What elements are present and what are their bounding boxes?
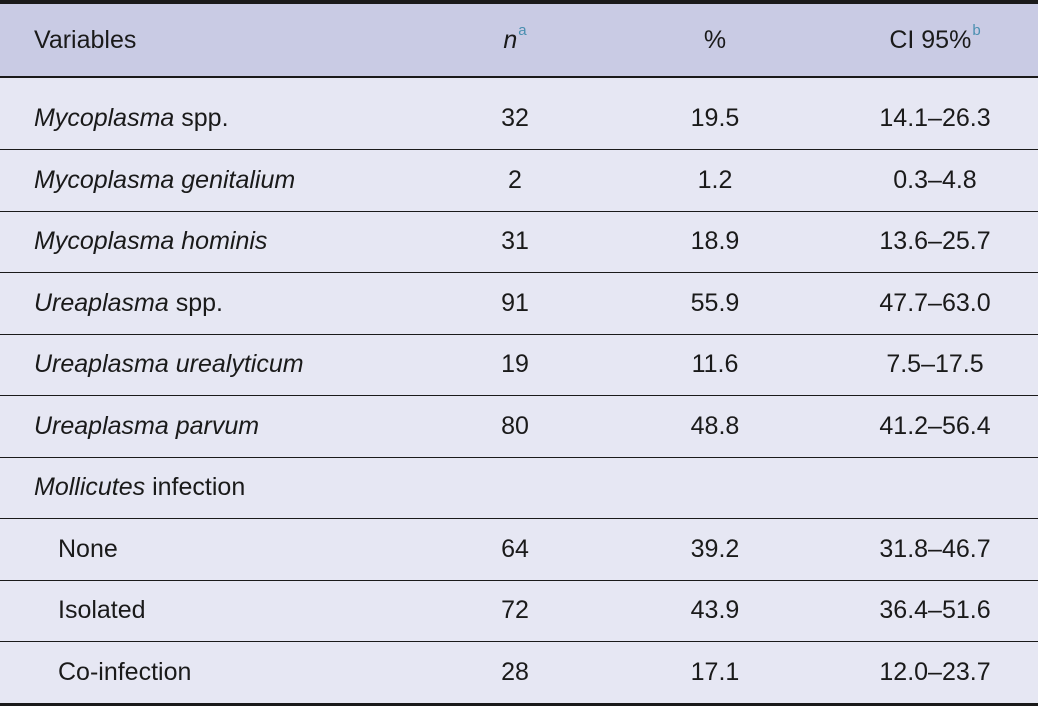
- row-variable: [34, 88, 229, 149]
- header-variables-label: Variables: [34, 25, 137, 54]
- row-n: 80: [501, 411, 529, 440]
- row-variable-italic: Ureaplasma parvum: [34, 411, 260, 440]
- row-n: 72: [501, 596, 529, 624]
- table-row: [0, 396, 1038, 458]
- row-ci: 47.7–63.0: [879, 288, 991, 317]
- row-variable: [58, 642, 191, 703]
- row-ci: 41.2–56.4: [879, 411, 991, 440]
- row-variable: [58, 580, 146, 641]
- row-ci: [830, 457, 1040, 518]
- row-percent: 17.1: [690, 657, 740, 686]
- row-n: 19: [501, 350, 529, 378]
- row-variable-text: infection: [145, 473, 246, 501]
- row-variable-text: Co-infection: [58, 657, 192, 686]
- header-percent: [620, 4, 810, 76]
- row-variable-text: spp.: [174, 104, 229, 132]
- table-row: [0, 273, 1038, 335]
- row-n: 31: [501, 227, 529, 255]
- row-variable-italic: Mycoplasma genitalium: [34, 165, 296, 194]
- row-variable-italic: Ureaplasma: [34, 288, 169, 317]
- row-percent: [620, 457, 810, 518]
- row-ci: 36.4–51.6: [879, 596, 991, 624]
- row-variable: [34, 211, 267, 272]
- row-percent: 55.9: [690, 288, 740, 317]
- row-variable-text: spp.: [168, 288, 223, 317]
- header-n: [420, 4, 610, 76]
- row-n: 2: [508, 165, 522, 194]
- row-variable-italic: Mollicutes: [34, 473, 146, 501]
- table-header-row: [0, 4, 1038, 78]
- row-variable: [34, 334, 304, 395]
- footnote-a-marker[interactable]: a: [518, 21, 527, 39]
- row-n: [420, 457, 610, 518]
- table-row: [0, 457, 1038, 519]
- row-percent: 43.9: [690, 596, 740, 624]
- row-variable: [34, 150, 295, 211]
- table-row: [0, 211, 1038, 273]
- row-percent: 1.2: [697, 165, 733, 194]
- row-variable-italic: Mycoplasma: [34, 104, 175, 132]
- row-ci: 31.8–46.7: [879, 534, 991, 563]
- table-row: [0, 150, 1038, 212]
- row-variable: [34, 457, 245, 518]
- row-variable-italic: Ureaplasma urealyticum: [34, 350, 304, 378]
- table-row: [0, 334, 1038, 396]
- row-n: 91: [501, 288, 529, 317]
- row-variable: [34, 273, 223, 334]
- header-ci-label: CI 95%: [889, 25, 972, 54]
- row-n: 32: [501, 104, 529, 132]
- row-ci: 14.1–26.3: [879, 104, 991, 132]
- row-percent: 39.2: [690, 534, 740, 563]
- row-variable-text: None: [58, 534, 118, 563]
- table-row: [0, 519, 1038, 581]
- row-variable: [58, 519, 118, 580]
- footnote-b-marker[interactable]: b: [972, 21, 981, 39]
- row-ci: 7.5–17.5: [886, 350, 984, 378]
- row-percent: 18.9: [690, 227, 740, 255]
- header-variables: [34, 4, 136, 76]
- row-variable-text: Isolated: [58, 596, 146, 624]
- row-n: 28: [501, 657, 529, 686]
- row-n: 64: [501, 534, 529, 563]
- row-ci: 0.3–4.8: [893, 165, 977, 194]
- row-variable: [34, 396, 259, 457]
- row-variable-italic: Mycoplasma hominis: [34, 227, 268, 255]
- table-row: [0, 580, 1038, 642]
- table-row: [0, 642, 1038, 706]
- table-row: [0, 88, 1038, 150]
- row-ci: 12.0–23.7: [879, 657, 991, 686]
- header-percent-label: %: [703, 25, 727, 54]
- row-percent: 19.5: [690, 104, 740, 132]
- row-ci: 13.6–25.7: [879, 227, 991, 255]
- row-percent: 11.6: [691, 350, 739, 378]
- header-n-label: n: [503, 25, 518, 54]
- header-ci: [830, 4, 1040, 76]
- row-percent: 48.8: [690, 411, 740, 440]
